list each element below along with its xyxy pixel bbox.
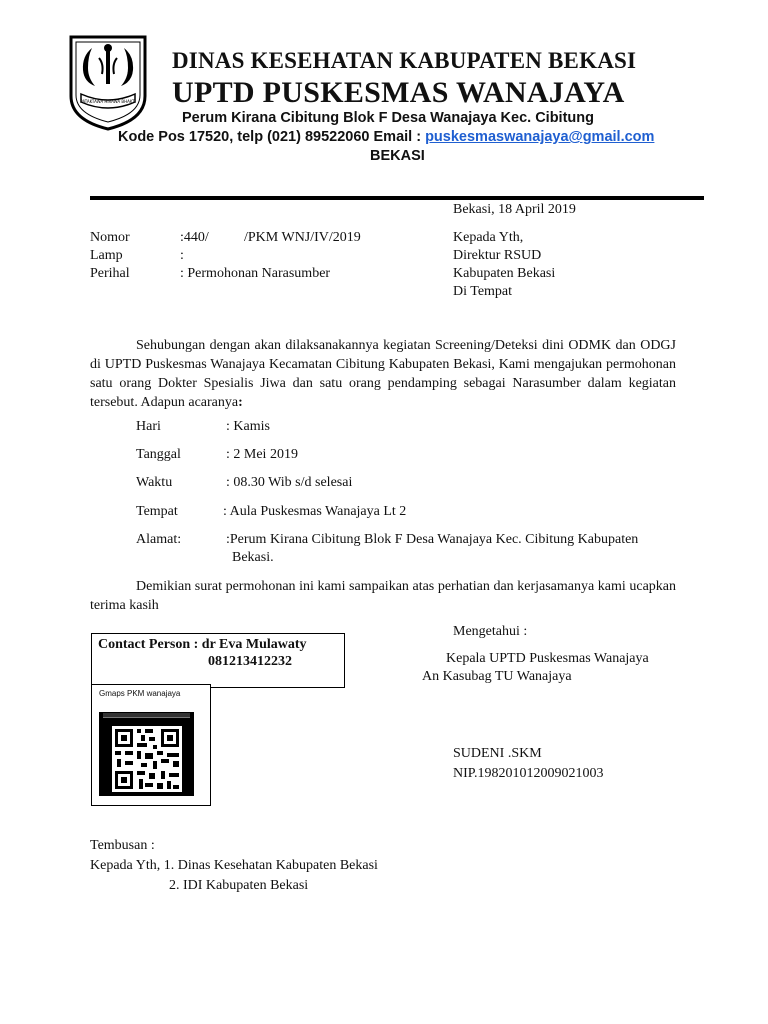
tanggal-value: : 2 Mei 2019 bbox=[226, 447, 298, 462]
intro-colon: : bbox=[238, 395, 243, 410]
intro-paragraph bbox=[90, 336, 676, 412]
lamp-value: : bbox=[180, 248, 184, 263]
agency-name: DINAS KESEHATAN KABUPATEN BEKASI bbox=[172, 48, 637, 73]
intro-text: Sehubungan dengan akan dilaksanakannya kegiatan Screening/Deteksi dini ODMK dan ODGJ di UPTD Puskesmas Wanajaya Kecamatan Cibitung Kabupaten Bekasi, Kami mengajukan permohonan satu orang Dokter Spesialis Jiwa dan satu orang pendamping sebagai Narasumber dalam kegiatan tersebut. Adapun acaranya bbox=[90, 338, 676, 410]
address-line-1: Perum Kirana Cibitung Blok F Desa Wanajaya Kec. Cibitung bbox=[182, 110, 594, 126]
qr-screenshot bbox=[99, 712, 194, 796]
tempat-label: Tempat bbox=[136, 504, 178, 519]
waktu-value: : 08.30 Wib s/d selesai bbox=[226, 475, 353, 490]
alamat-value-line-1: :Perum Kirana Cibitung Blok F Desa Wanajaya Kec. Cibitung Kabupaten bbox=[226, 532, 639, 547]
email-link[interactable]: puskesmaswanajaya@gmail.com bbox=[425, 129, 655, 145]
waktu-label: Waktu bbox=[136, 475, 173, 490]
recipient-line-1: Kepada Yth, bbox=[453, 230, 524, 245]
qr-code[interactable] bbox=[112, 726, 182, 792]
address-contact: Kode Pos 17520, telp (021) 89522060 Email : bbox=[118, 129, 426, 145]
svg-text:PATAKTAWA HIRAWA BHAKTI: PATAKTAWA HIRAWA BHAKTI bbox=[80, 99, 136, 104]
tembusan-line-1: Kepada Yth, 1. Dinas Kesehatan Kabupaten Bekasi bbox=[90, 858, 378, 873]
agency-logo bbox=[68, 34, 148, 132]
nomor-value: :440/ bbox=[180, 230, 209, 245]
contact-person-box bbox=[91, 633, 345, 688]
signatory-title-2: An Kasubag TU Wanajaya bbox=[422, 669, 572, 684]
contact-phone: 081213412232 bbox=[208, 654, 292, 669]
alamat-label: Alamat: bbox=[136, 532, 182, 547]
address-line-2 bbox=[118, 129, 654, 145]
nomor-suffix: /PKM WNJ/IV/2019 bbox=[244, 230, 361, 245]
perihal-label: Perihal bbox=[90, 266, 130, 281]
qr-label: Gmaps PKM wanajaya bbox=[99, 689, 181, 698]
lamp-label: Lamp bbox=[90, 248, 123, 263]
contact-person-label: Contact Person : dr Eva Mulawaty bbox=[98, 637, 307, 652]
qr-box bbox=[91, 684, 211, 806]
header-divider bbox=[90, 196, 704, 200]
closing-paragraph: Demikian surat permohonan ini kami sampaikan atas perhatian dan kerjasamanya kami ucapkan terima kasih bbox=[90, 579, 676, 613]
tembusan-line-2: 2. IDI Kabupaten Bekasi bbox=[169, 878, 309, 893]
unit-name: UPTD PUSKESMAS WANAJAYA bbox=[172, 76, 625, 109]
letter-date: Bekasi, 18 April 2019 bbox=[453, 202, 576, 217]
perihal-value: : Permohonan Narasumber bbox=[180, 266, 331, 281]
tempat-value: : Aula Puskesmas Wanajaya Lt 2 bbox=[223, 504, 407, 519]
tanggal-label: Tanggal bbox=[136, 447, 181, 462]
recipient-line-4: Di Tempat bbox=[453, 284, 513, 299]
mengetahui-label: Mengetahui : bbox=[453, 624, 528, 639]
nomor-label: Nomor bbox=[90, 230, 130, 245]
hari-value: : Kamis bbox=[226, 419, 270, 434]
phone-status-bar bbox=[103, 713, 190, 718]
signatory-nip: NIP.198201012009021003 bbox=[453, 766, 604, 781]
hari-label: Hari bbox=[136, 419, 161, 434]
city-line: BEKASI bbox=[370, 148, 425, 164]
tembusan-heading: Tembusan : bbox=[90, 838, 155, 853]
recipient-line-2: Direktur RSUD bbox=[453, 248, 542, 263]
recipient-line-3: Kabupaten Bekasi bbox=[453, 266, 556, 281]
alamat-value-line-2: Bekasi. bbox=[232, 550, 274, 565]
signatory-title-1: Kepala UPTD Puskesmas Wanajaya bbox=[446, 651, 649, 666]
signatory-name: SUDENI .SKM bbox=[453, 746, 542, 761]
